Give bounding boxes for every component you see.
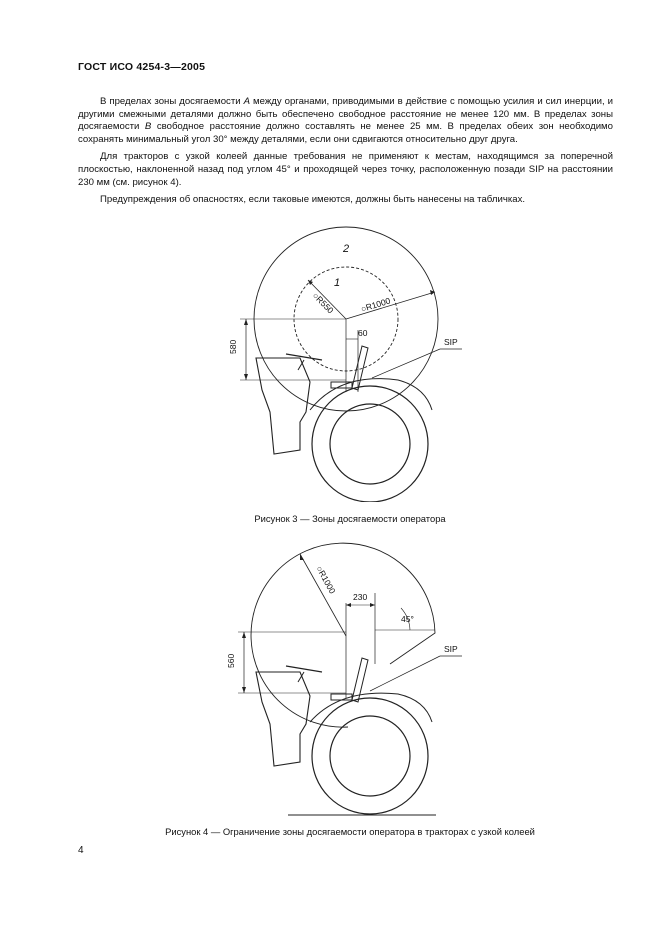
dim-580-arrow-top: [244, 319, 248, 325]
dim-230-arrow-left: [346, 603, 351, 607]
angle-45-label: 45°: [401, 614, 414, 624]
sip-label: SIP: [444, 644, 458, 654]
paragraph-reach-zones: В пределах зоны досягаемости А между органами, приводимыми в действие с помощью усилия и сил инерции, и другими смежными деталями должно быть обеспечено свободное расстояние не менее 120 мм. В пределах зоны досягаемости В свободное расстояние должно составлять не менее 25 мм. В пределах обеих зон необходимо сохранять минимальный угол 30° между деталями, если они сдвигаются относительно друг друга.: [78, 96, 613, 145]
sip-leader: [370, 656, 440, 691]
paragraph-warnings: Предупреждения об опасностях, если таковые имеются, должны быть нанесены на табличках.: [100, 194, 526, 206]
seat-back: [352, 658, 368, 702]
r1000-arrow: [300, 554, 304, 560]
body-text: [78, 96, 613, 212]
figure-4: [200, 538, 500, 818]
zone-2-label: 2: [342, 243, 350, 255]
figure-3: [200, 222, 500, 502]
dim-230-label: 230: [353, 592, 368, 602]
r1000-label: ○R1000: [314, 564, 338, 596]
dim-60-label: 60: [358, 328, 368, 338]
page-number: 4: [78, 845, 84, 856]
rear-wheel-inner: [330, 716, 410, 796]
sip-leader: [372, 349, 440, 378]
steering-wheel: [286, 354, 322, 360]
dim-230-arrow-right: [370, 603, 375, 607]
sip-label: SIP: [444, 337, 458, 347]
tractor-body: [256, 672, 310, 766]
tractor-body: [256, 358, 310, 454]
figure-3-drawing: [200, 222, 500, 502]
seat-back: [352, 346, 368, 390]
rear-wheel-inner: [330, 404, 410, 484]
dim-560-arrow-top: [242, 632, 246, 638]
paragraph-narrow-track: Для тракторов с узкой колеей данные требования не применяют к местам, находящимся за поперечной плоскостью, наклоненной назад под углом 45° и проходящей через точку, расположенную позади SIP на расстоянии 230 мм (см. рисунок 4).: [78, 151, 613, 188]
dim-580-label: 580: [228, 339, 238, 354]
dim-560-label: 560: [226, 653, 236, 668]
figure-4-caption: Рисунок 4 — Ограничение зоны досягаемости оператора в тракторах с узкой колеей: [165, 826, 535, 837]
document-header: ГОСТ ИСО 4254-3—2005: [78, 61, 206, 73]
steering-wheel: [286, 666, 322, 672]
rear-wheel-outer: [312, 386, 428, 502]
figure-4-drawing: [200, 538, 500, 818]
figure-3-caption: Рисунок 3 — Зоны досягаемости оператора: [254, 513, 446, 524]
r550-label: ○R550: [310, 290, 336, 316]
r1000-label: ○R1000: [359, 295, 392, 314]
dim-560-arrow-bottom: [242, 687, 246, 693]
dim-580-arrow-bottom: [244, 374, 248, 380]
zone-1-label: 1: [333, 277, 341, 289]
